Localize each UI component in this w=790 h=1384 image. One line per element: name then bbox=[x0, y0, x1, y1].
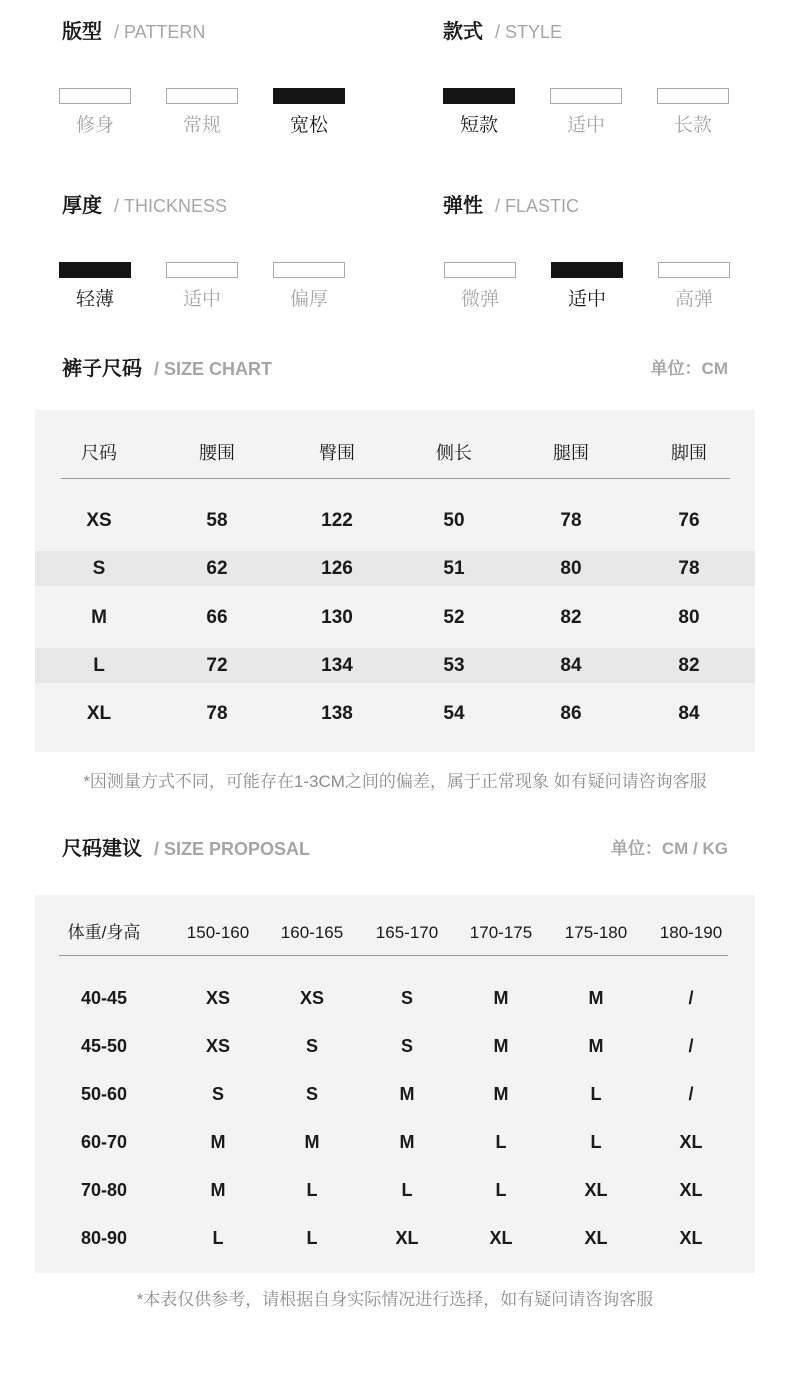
style-attribute bbox=[443, 19, 743, 149]
header-cell: 170-175 bbox=[469, 923, 533, 942]
table-cell: L bbox=[590, 1132, 602, 1152]
size-proposal-title: 尺码建议 bbox=[62, 838, 142, 860]
weight-cell: 40-45 bbox=[80, 988, 128, 1008]
size-cell: XL bbox=[86, 703, 112, 724]
table-row bbox=[35, 1221, 755, 1256]
table-cell: M bbox=[304, 1132, 320, 1152]
table-cell: XS bbox=[205, 1036, 231, 1056]
table-cell: 72 bbox=[206, 655, 228, 676]
table-cell: XL bbox=[679, 1180, 703, 1200]
pattern-option-indicator bbox=[166, 88, 238, 104]
thickness-option-indicator bbox=[166, 262, 238, 278]
table-cell: 86 bbox=[560, 703, 582, 724]
elasticity-title-zh: 弹性 bbox=[443, 195, 483, 217]
style-option-indicator bbox=[443, 88, 515, 104]
table-cell: 66 bbox=[206, 607, 228, 628]
header-cell: 臀围 bbox=[319, 443, 355, 463]
table-cell: 138 bbox=[321, 703, 353, 724]
table-cell: 80 bbox=[560, 558, 582, 579]
pattern-option-indicator bbox=[59, 88, 131, 104]
header-cell: 180-190 bbox=[659, 923, 723, 942]
table-cell: L bbox=[590, 1084, 602, 1104]
weight-cell: 45-50 bbox=[80, 1036, 128, 1056]
thickness-title-zh: 厚度 bbox=[62, 195, 102, 217]
table-cell: XL bbox=[584, 1228, 608, 1248]
size-chart-subtitle: / SIZE CHART bbox=[154, 359, 273, 379]
table-cell: M bbox=[399, 1084, 415, 1104]
header-cell: 150-160 bbox=[186, 923, 250, 942]
size-proposal-heading bbox=[62, 836, 310, 864]
header-divider bbox=[61, 478, 730, 479]
table-cell: 76 bbox=[678, 510, 700, 531]
table-cell: S bbox=[400, 1036, 414, 1056]
size-chart-note: *因测量方式不同，可能存在1-3CM之间的偏差，属于正常现象 如有疑问请咨询客服 bbox=[83, 772, 707, 791]
table-row bbox=[35, 600, 755, 635]
style-title-zh: 款式 bbox=[443, 21, 483, 43]
size-chart-heading bbox=[62, 356, 272, 384]
table-cell: M bbox=[588, 988, 604, 1008]
table-cell: XS bbox=[205, 988, 231, 1008]
table-cell: S bbox=[400, 988, 414, 1008]
header-cell: 体重/身高 bbox=[67, 923, 141, 942]
table-cell: XL bbox=[395, 1228, 419, 1248]
thickness-option-indicator bbox=[59, 262, 131, 278]
style-option-label: 短款 bbox=[459, 115, 498, 136]
elasticity-attribute bbox=[444, 193, 744, 323]
header-cell: 腿围 bbox=[553, 443, 589, 463]
table-cell: M bbox=[210, 1180, 226, 1200]
size-proposal-unit: 单位：CM / KG bbox=[610, 839, 728, 858]
table-cell: M bbox=[399, 1132, 415, 1152]
elasticity-option-label: 适中 bbox=[567, 289, 606, 310]
table-cell: 78 bbox=[206, 703, 228, 724]
size-chart-header-row bbox=[35, 436, 755, 471]
table-row bbox=[35, 1125, 755, 1160]
table-cell: S bbox=[305, 1084, 319, 1104]
thickness-title bbox=[62, 193, 227, 221]
size-cell: L bbox=[93, 655, 105, 676]
header-cell: 160-165 bbox=[280, 923, 344, 942]
elasticity-title bbox=[443, 193, 579, 221]
table-cell: L bbox=[212, 1228, 224, 1248]
table-row bbox=[35, 1173, 755, 1208]
table-cell: / bbox=[688, 988, 694, 1008]
table-cell: 126 bbox=[321, 558, 353, 579]
table-cell: 78 bbox=[678, 558, 700, 579]
thickness-option-label: 轻薄 bbox=[75, 289, 114, 310]
table-row bbox=[35, 981, 755, 1016]
table-cell: L bbox=[495, 1132, 507, 1152]
pattern-option-label: 修身 bbox=[75, 115, 114, 136]
table-cell: 50 bbox=[443, 510, 465, 531]
size-proposal-table bbox=[35, 895, 755, 1273]
weight-cell: 80-90 bbox=[80, 1228, 128, 1248]
style-option-indicator bbox=[550, 88, 622, 104]
table-cell: XL bbox=[679, 1132, 703, 1152]
table-cell: M bbox=[493, 1084, 509, 1104]
table-cell: 78 bbox=[560, 510, 582, 531]
table-cell: M bbox=[588, 1036, 604, 1056]
size-cell: XS bbox=[86, 510, 112, 531]
table-cell: 82 bbox=[560, 607, 582, 628]
thickness-option-indicator bbox=[273, 262, 345, 278]
style-option-indicator bbox=[657, 88, 729, 104]
pattern-option-label: 常规 bbox=[182, 115, 221, 136]
pattern-title-en: / PATTERN bbox=[114, 22, 206, 42]
table-cell: XL bbox=[584, 1180, 608, 1200]
weight-cell: 70-80 bbox=[80, 1180, 128, 1200]
pattern-option-indicator bbox=[273, 88, 345, 104]
style-option-label: 适中 bbox=[566, 115, 605, 136]
size-proposal-header-row bbox=[35, 915, 755, 950]
weight-cell: 50-60 bbox=[80, 1084, 128, 1104]
elasticity-option-indicator bbox=[658, 262, 730, 278]
size-chart-table bbox=[35, 410, 755, 752]
thickness-title-en: / THICKNESS bbox=[114, 196, 228, 216]
header-divider bbox=[59, 955, 728, 956]
header-cell: 165-170 bbox=[375, 923, 439, 942]
pattern-option-label: 宽松 bbox=[289, 115, 328, 136]
style-title bbox=[443, 19, 562, 47]
table-row bbox=[35, 1029, 755, 1064]
size-cell: M bbox=[91, 607, 107, 628]
thickness-option-label: 偏厚 bbox=[289, 289, 328, 310]
table-cell: 130 bbox=[321, 607, 353, 628]
table-cell: 122 bbox=[321, 510, 353, 531]
header-cell: 脚围 bbox=[671, 443, 707, 463]
elasticity-option-label: 微弹 bbox=[460, 289, 499, 310]
pattern-attribute bbox=[59, 19, 359, 149]
table-cell: 82 bbox=[678, 655, 700, 676]
table-cell: / bbox=[688, 1084, 694, 1104]
size-chart-title: 裤子尺码 bbox=[62, 358, 142, 380]
header-cell: 175-180 bbox=[564, 923, 628, 942]
table-cell: XL bbox=[489, 1228, 513, 1248]
table-cell: L bbox=[306, 1180, 318, 1200]
style-option-label: 长款 bbox=[673, 115, 712, 136]
elasticity-option-indicator bbox=[551, 262, 623, 278]
table-row bbox=[35, 551, 755, 586]
table-cell: 51 bbox=[443, 558, 465, 579]
table-cell: / bbox=[688, 1036, 694, 1056]
elasticity-title-en: / FLASTIC bbox=[495, 196, 580, 216]
weight-cell: 60-70 bbox=[80, 1132, 128, 1152]
table-cell: M bbox=[493, 988, 509, 1008]
thickness-option-label: 适中 bbox=[182, 289, 221, 310]
elasticity-option-label: 高弹 bbox=[674, 289, 713, 310]
table-cell: 84 bbox=[560, 655, 582, 676]
table-cell: S bbox=[211, 1084, 225, 1104]
pattern-title-zh: 版型 bbox=[62, 21, 102, 43]
header-cell: 腰围 bbox=[199, 443, 235, 463]
table-row bbox=[35, 648, 755, 683]
table-cell: 52 bbox=[443, 607, 465, 628]
table-row bbox=[35, 1077, 755, 1112]
table-cell: L bbox=[306, 1228, 318, 1248]
thickness-attribute bbox=[59, 193, 359, 323]
size-proposal-note: *本表仅供参考，请根据自身实际情况进行选择，如有疑问请咨询客服 bbox=[136, 1290, 654, 1309]
table-row bbox=[35, 696, 755, 731]
style-title-en: / STYLE bbox=[495, 22, 563, 42]
table-cell: XL bbox=[679, 1228, 703, 1248]
header-cell: 尺码 bbox=[81, 443, 117, 463]
table-cell: 58 bbox=[206, 510, 228, 531]
size-cell: S bbox=[92, 558, 106, 579]
table-cell: XS bbox=[299, 988, 325, 1008]
table-cell: 134 bbox=[321, 655, 353, 676]
size-chart-unit: 单位：CM bbox=[650, 359, 728, 378]
table-cell: 53 bbox=[443, 655, 465, 676]
elasticity-option-indicator bbox=[444, 262, 516, 278]
table-row bbox=[35, 503, 755, 538]
table-cell: M bbox=[210, 1132, 226, 1152]
table-cell: M bbox=[493, 1036, 509, 1056]
table-cell: 80 bbox=[678, 607, 700, 628]
table-cell: S bbox=[305, 1036, 319, 1056]
table-cell: 54 bbox=[443, 703, 465, 724]
header-cell: 侧长 bbox=[436, 443, 472, 463]
table-cell: 84 bbox=[678, 703, 700, 724]
table-cell: L bbox=[495, 1180, 507, 1200]
table-cell: L bbox=[401, 1180, 413, 1200]
size-proposal-subtitle: / SIZE PROPOSAL bbox=[154, 839, 311, 859]
pattern-title bbox=[62, 19, 205, 47]
table-cell: 62 bbox=[206, 558, 228, 579]
